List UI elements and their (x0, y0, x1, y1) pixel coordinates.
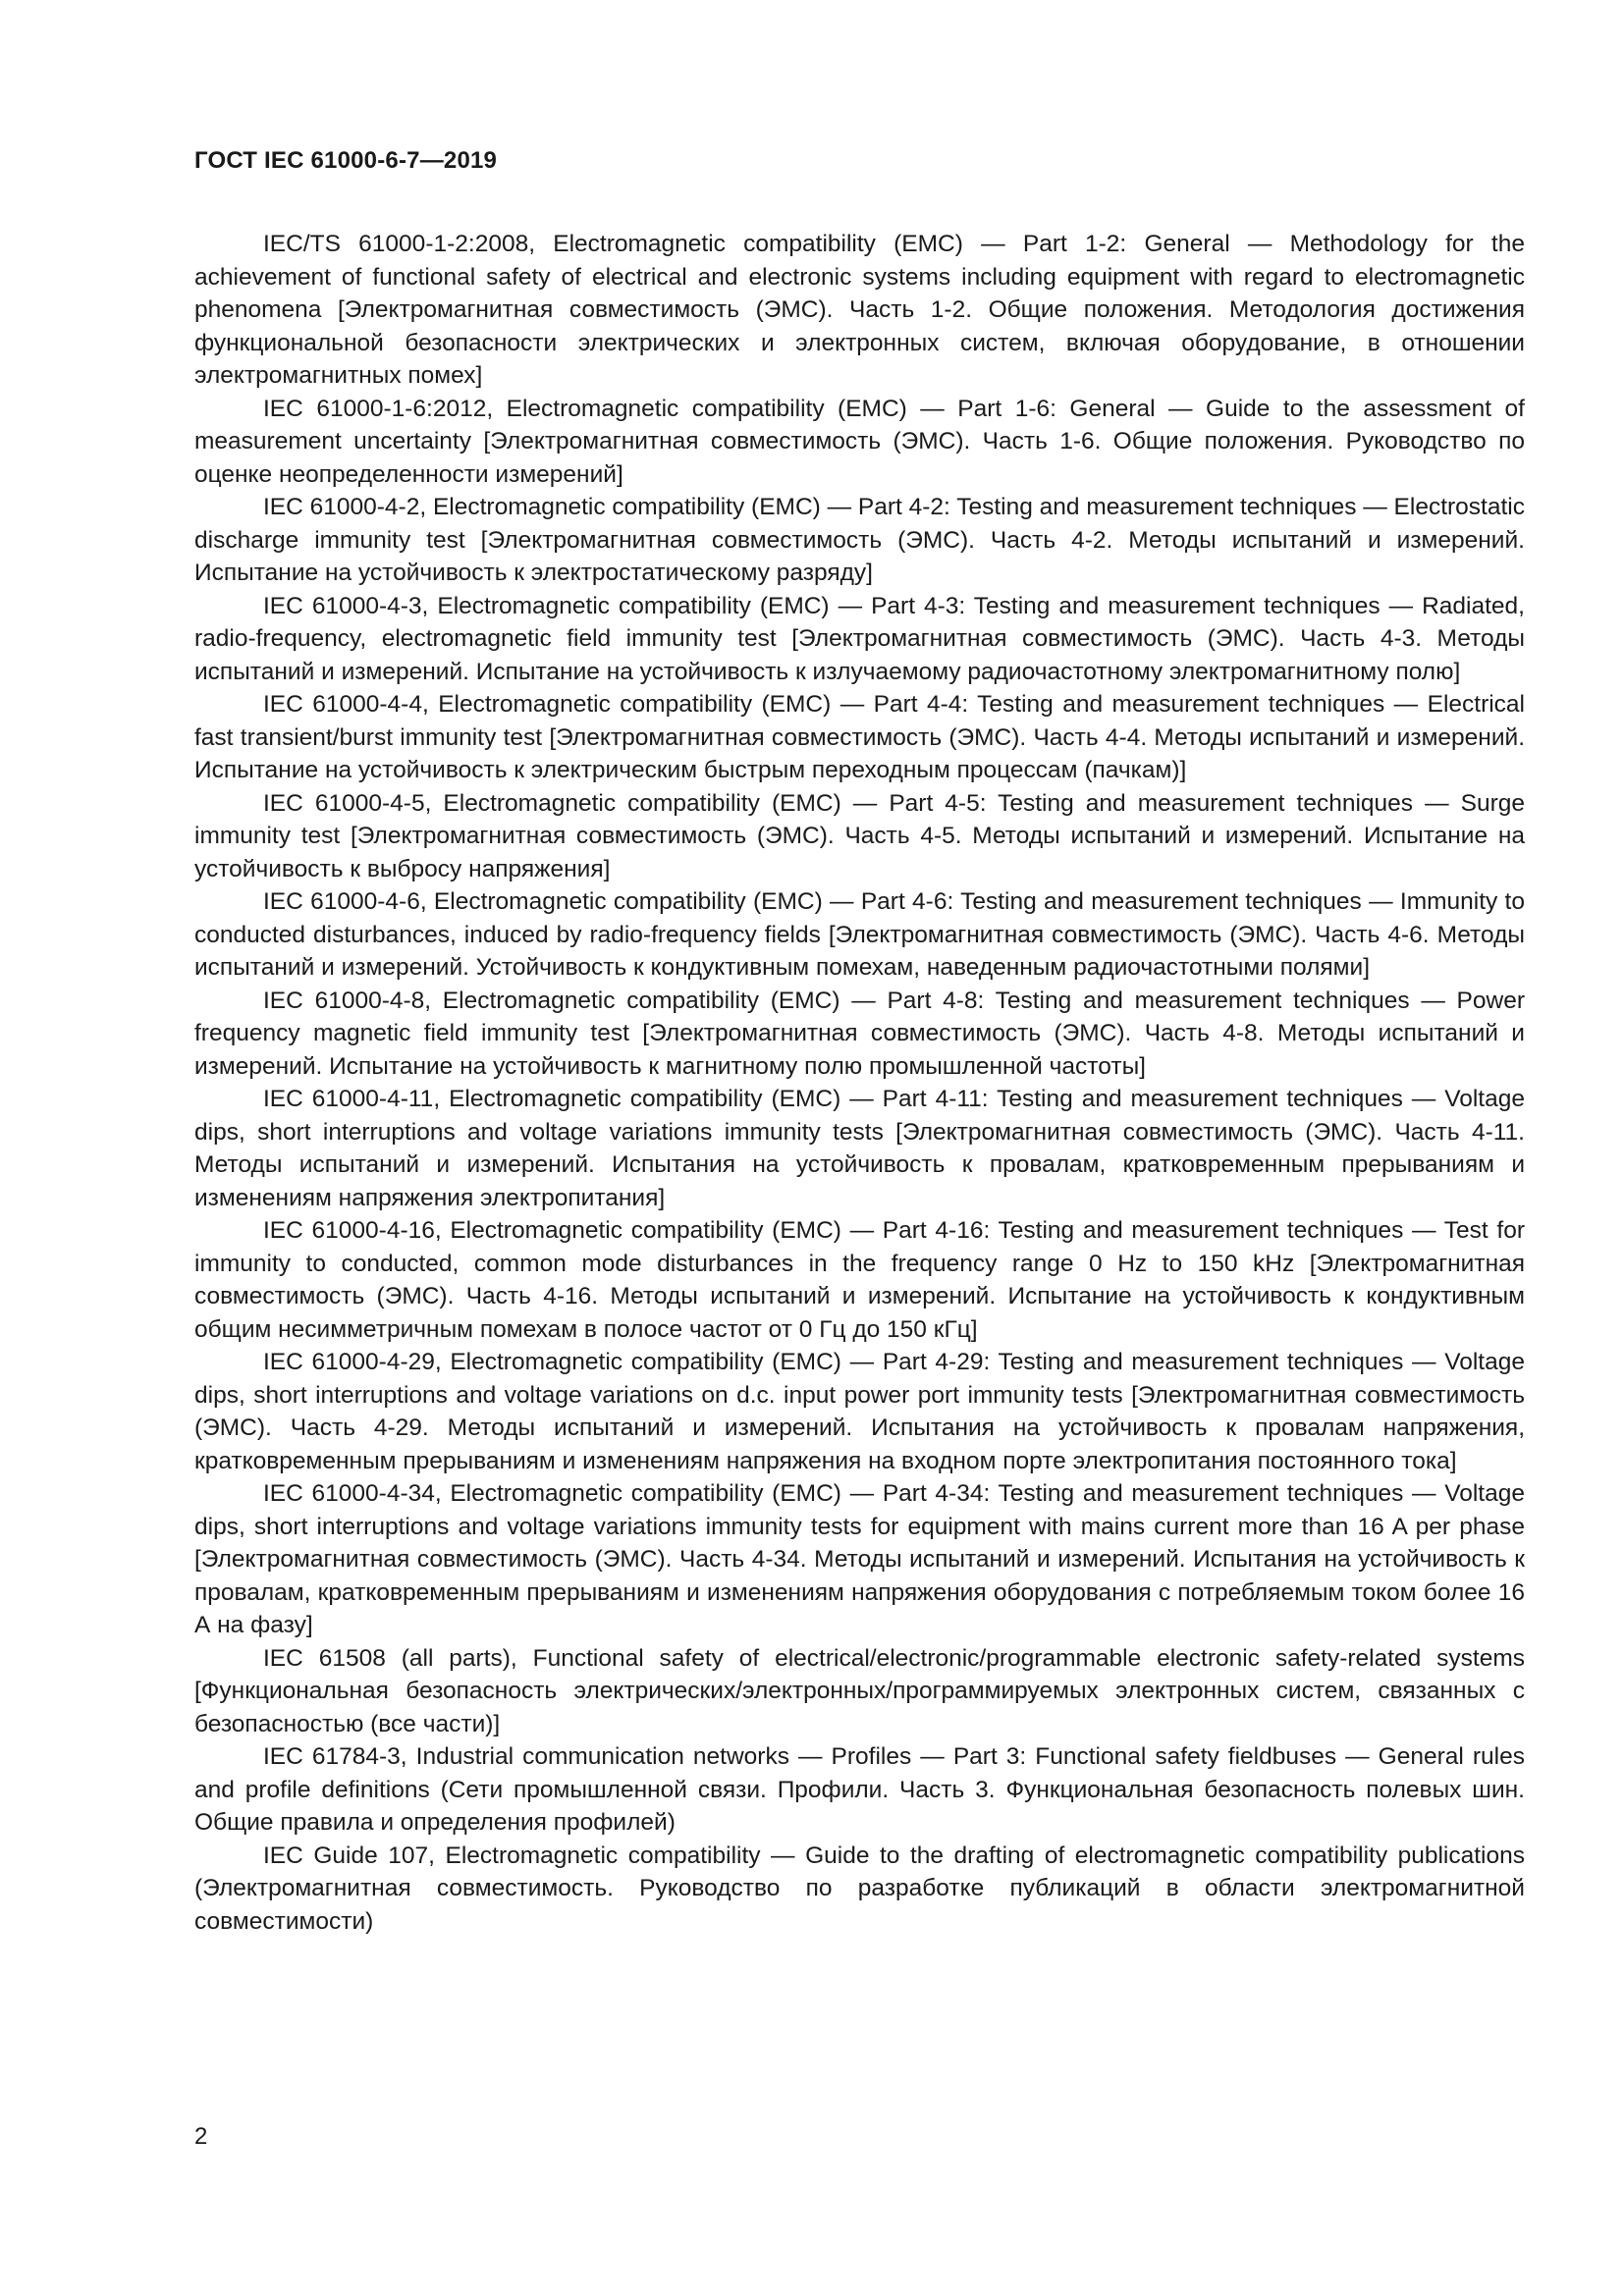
reference-entry: IEC 61000-4-11, Electromagnetic compatibility (EMC) — Part 4-11: Testing and measurement techniques — Voltage dips, short interruptions and voltage variations immunity tests [Электромагнитная совместимость (ЭМС). Часть 4-11. Методы испытаний и измерений. Испытания на устойчивость к провалам, кратковременным прерываниям и изменениям напряжения электропитания] (194, 1086, 1525, 1211)
reference-entry: IEC 61000-4-3, Electromagnetic compatibility (EMC) — Part 4-3: Testing and measurement techniques — Radiated, radio-frequency, electromagnetic field immunity test [Электромагнитная совместимость (ЭМС). Часть 4-3. Методы испытаний и измерений. Испытание на устойчивость к излучаемому радиочастотному электромагнитному полю] (194, 592, 1525, 685)
reference-entry: IEC Guide 107, Electromagnetic compatibility — Guide to the drafting of electromagnetic compatibility publications (Электромагнитная совместимость. Руководство по разработке публикаций в области электромагнитной совместимости) (194, 1842, 1525, 1935)
reference-entry: IEC 61000-4-16, Electromagnetic compatibility (EMC) — Part 4-16: Testing and measurement techniques — Test for immunity to conducted, common mode disturbances in the frequency range 0 Hz to 150 kHz [Электромагнитная совместимость (ЭМС). Часть 4-16. Методы испытаний и измерений. Испытание на устойчивость к кондуктивным общим несимметричным помехам в полосе частот от 0 Гц до 150 кГц] (194, 1217, 1525, 1343)
reference-entry: IEC 61000-4-2, Electromagnetic compatibility (EMC) — Part 4-2: Testing and measurement techniques — Electrostatic discharge immunity test [Электромагнитная совместимость (ЭМС). Часть 4-2. Методы испытаний и измерений. Испытание на устойчивость к электростатическому разряду] (194, 494, 1525, 586)
reference-entry: IEC 61508 (all parts), Functional safety of electrical/electronic/programmable electronic safety-related systems [Функциональная безопасность электрических/электронных/программируемых электронных систем, связанных с безопасностью (все части)] (194, 1644, 1525, 1737)
reference-entry: IEC 61000-4-8, Electromagnetic compatibility (EMC) — Part 4-8: Testing and measurement techniques — Power frequency magnetic field immunity test [Электромагнитная совместимость (ЭМС). Часть 4-8. Методы испытаний и измерений. Испытание на устойчивость к магнитному полю промышленной частоты] (194, 987, 1525, 1080)
normative-references-list (194, 228, 1525, 1938)
reference-entry: IEC 61000-4-4, Electromagnetic compatibility (EMC) — Part 4-4: Testing and measurement techniques — Electrical fast transient/burst immunity test [Электромагнитная совместимость (ЭМС). Часть 4-4. Методы испытаний и измерений. Испытание на устойчивость к электрическим быстрым переходным процессам (пачкам)] (194, 691, 1525, 783)
reference-entry: IEC 61784-3, Industrial communication networks — Profiles — Part 3: Functional safety fieldbuses — General rules and profile definitions (Сети промышленной связи. Профили. Часть 3. Функциональная безопасность полевых шин. Общие правила и определения профилей) (194, 1743, 1525, 1836)
reference-entry: IEC 61000-4-34, Electromagnetic compatibility (EMC) — Part 4-34: Testing and measurement techniques — Voltage dips, short interruptions and voltage variations immunity tests for equipment with mains current more than 16 A per phase [Электромагнитная совместимость (ЭМС). Часть 4-34. Методы испытаний и измерений. Испытания на устойчивость к провалам, кратковременным прерываниям и изменениям напряжения оборудования с потребляемым током более 16 А на фазу] (194, 1480, 1525, 1638)
reference-entry: IEC 61000-4-6, Electromagnetic compatibility (EMC) — Part 4-6: Testing and measurement techniques — Immunity to conducted disturbances, induced by radio-frequency fields [Электромагнитная совместимость (ЭМС). Часть 4-6. Методы испытаний и измерений. Устойчивость к кондуктивным помехам, наведенным радиочастотными полями] (194, 888, 1525, 981)
reference-entry: IEC 61000-1-6:2012, Electromagnetic compatibility (EMC) — Part 1-6: General — Guide to the assessment of measurement uncertainty [Электромагнитная совместимость (ЭМС). Часть 1-6. Общие положения. Руководство по оценке неопределенности измерений] (194, 395, 1525, 488)
document-header: ГОСТ IEC 61000-6-7—2019 (194, 147, 498, 174)
reference-entry: IEC 61000-4-29, Electromagnetic compatibility (EMC) — Part 4-29: Testing and measurement techniques — Voltage dips, short interruptions and voltage variations on d.c. input power port immunity tests [Электромагнитная совместимость (ЭМС). Часть 4-29. Методы испытаний и измерений. Испытания на устойчивость к провалам напряжения, кратковременным прерываниям и изменениям напряжения на входном порте электропитания постоянного тока] (194, 1349, 1525, 1474)
page-number: 2 (194, 2123, 208, 2150)
reference-entry: IEC/TS 61000-1-2:2008, Electromagnetic compatibility (EMC) — Part 1-2: General — Methodology for the achievement of functional safety of electrical and electronic systems including equipment with regard to electromagnetic phenomena [Электромагнитная совместимость (ЭМС). Часть 1-2. Общие положения. Методология достижения функциональной безопасности электрических и электронных систем, включая оборудование, в отношении электромагнитных помех] (194, 231, 1525, 389)
reference-entry: IEC 61000-4-5, Electromagnetic compatibility (EMC) — Part 4-5: Testing and measurement techniques — Surge immunity test [Электромагнитная совместимость (ЭМС). Часть 4-5. Методы испытаний и измерений. Испытание на устойчивость к выбросу напряжения] (194, 789, 1525, 882)
